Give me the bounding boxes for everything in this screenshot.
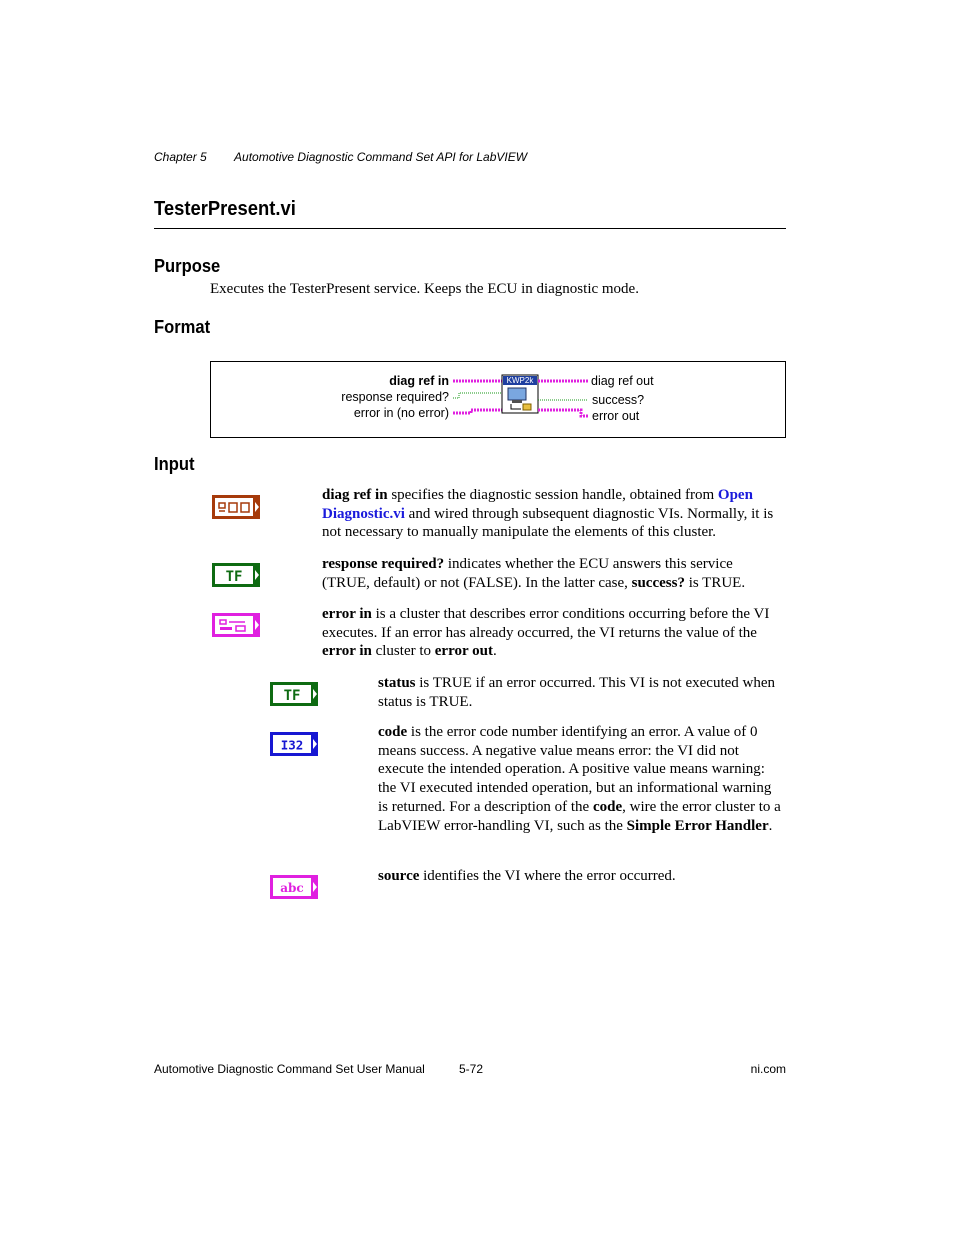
string-terminal-icon (269, 874, 319, 900)
terminal-label-response-required: response required? (341, 390, 449, 404)
terminal-label-diag-ref-out: diag ref out (591, 374, 654, 388)
footer-manual-title: Automotive Diagnostic Command Set User Manual (154, 1062, 425, 1076)
param-desc-response-required: response required? indicates whether the ECU answers this service (TRUE, default) or not (FALSE). In the latter case, success? is TRUE. (322, 556, 746, 591)
footer-site[interactable]: ni.com (750, 1062, 786, 1076)
boolean-terminal-icon (269, 681, 319, 707)
svg-text:TF: TF (283, 688, 301, 704)
param-desc-code: code is the error code number identifying an error. A value of 0 means success. A negative value means error: the VI did not execute the intended operation. A positive value means warning: the VI executed intended operation, but an informational warning is returned. For a description of the code, wire the error cluster to a LabVIEW error-handling VI, such as the Simple Error Handler. (378, 724, 781, 834)
title-rule (154, 228, 786, 229)
param-desc-diag-ref-in: diag ref in specifies the diagnostic session handle, obtained from Open Diagnostic.vi and wired through subsequent diagnostic VIs. Normally, it is not necessary to manually manipulate the elements of this cluster. (322, 487, 774, 541)
param-name: diag ref in (322, 487, 388, 503)
param-desc-status: status is TRUE if an error occurred. This VI is not executed when status is TRUE. (378, 675, 776, 710)
open-diagnostic-link[interactable]: Open Diagnostic.vi (322, 487, 753, 522)
boolean-terminal-icon (211, 562, 261, 588)
input-heading: Input (154, 454, 195, 474)
terminal-label-error-in: error in (no error) (353, 406, 449, 420)
svg-text:I32: I32 (280, 737, 304, 753)
terminal-label-error-out: error out (592, 409, 640, 423)
footer-page-number: 5-72 (459, 1062, 484, 1076)
param-name: source (378, 868, 420, 884)
vi-wiring-diagram (211, 362, 785, 437)
running-header (154, 150, 527, 164)
terminal-label-success: success? (592, 393, 645, 407)
param-name: error in (322, 606, 372, 622)
page-title: TesterPresent.vi (154, 198, 296, 220)
chapter-title: Automotive Diagnostic Command Set API for LabVIEW (234, 150, 528, 164)
error-cluster-terminal-icon (211, 612, 261, 638)
i32-terminal-icon (269, 731, 319, 757)
chapter-label: Chapter 5 (154, 150, 207, 164)
vi-connector-pane (210, 361, 786, 438)
format-heading: Format (154, 317, 211, 337)
param-name: status (378, 675, 416, 691)
vi-icon-label: KWP2k (506, 376, 534, 385)
purpose-heading: Purpose (154, 256, 221, 276)
svg-text:TF: TF (225, 569, 243, 585)
param-desc-error-in: error in is a cluster that describes error conditions occurring before the VI executes. If an error has already occurred, the VI returns the value of the error in cluster to error out. (322, 606, 770, 660)
param-name: code (378, 724, 408, 740)
refnum-terminal-icon (211, 494, 261, 520)
param-desc-source: source identifies the VI where the error occurred. (378, 868, 676, 884)
terminal-label-diag-ref-in: diag ref in (389, 374, 449, 388)
svg-text:abc: abc (280, 881, 304, 895)
param-name: response required? (322, 556, 445, 572)
purpose-text: Executes the TesterPresent service. Keeps the ECU in diagnostic mode. (210, 281, 639, 297)
